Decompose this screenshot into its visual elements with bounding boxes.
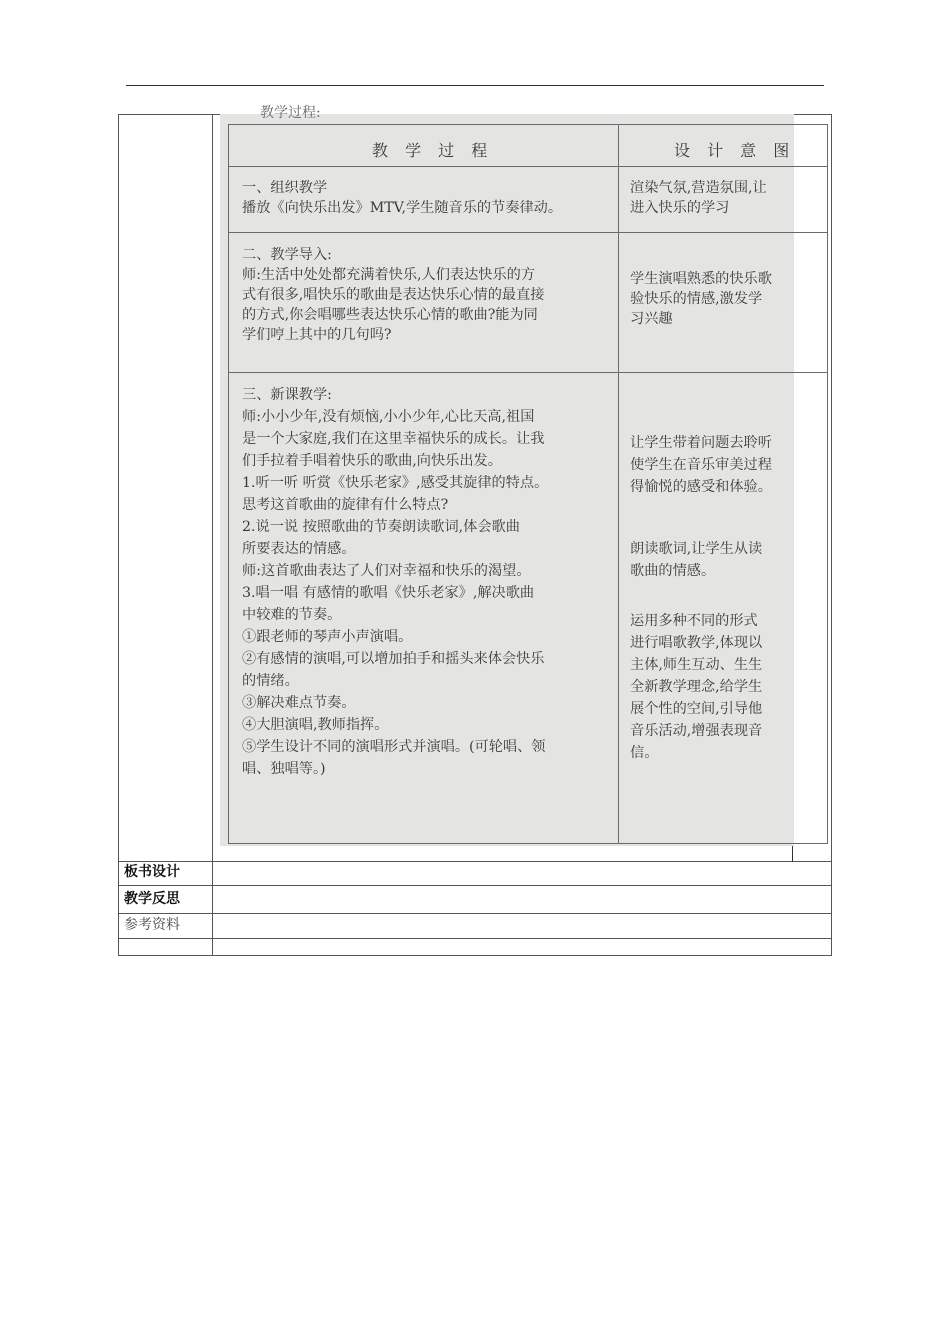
scan-row-divider bbox=[228, 232, 828, 233]
text-line: 2.说一说 按照歌曲的节奏朗读歌词,体会歌曲 bbox=[242, 519, 520, 535]
text-line: 让学生带着问题去聆听 bbox=[630, 435, 772, 451]
text-line: 唱、独唱等。) bbox=[242, 761, 326, 777]
section-2-process bbox=[242, 245, 544, 345]
board-design-label: 板书设计 bbox=[124, 864, 180, 880]
text-line: 进入快乐的学习 bbox=[630, 200, 730, 216]
text-line: 中较难的节奏。 bbox=[242, 607, 342, 623]
scan-edge-line bbox=[792, 846, 793, 862]
header-rule bbox=[126, 85, 824, 86]
text-line: 1.听一听 听赏《快乐老家》,感受其旋律的特点。 bbox=[242, 475, 549, 491]
section-1-process bbox=[242, 178, 562, 218]
text-line: 二、教学导入: bbox=[242, 247, 332, 263]
text-line: 验快乐的情感,激发学 bbox=[630, 291, 763, 307]
text-line: ④大胆演唱,教师指挥。 bbox=[242, 717, 389, 733]
text-line: 师:这首歌曲表达了人们对幸福和快乐的渴望。 bbox=[242, 563, 531, 579]
section-3-intent-2 bbox=[630, 538, 762, 582]
text-line: 主体,师生互动、生生 bbox=[630, 657, 763, 673]
text-line: 得愉悦的感受和体验。 bbox=[630, 479, 772, 495]
text-line: 展个性的空间,引导他 bbox=[630, 701, 763, 717]
text-line: ②有感情的演唱,可以增加拍手和摇头来体会快乐 bbox=[242, 651, 545, 667]
table-row-divider bbox=[118, 885, 832, 886]
text-line: 的方式,你会唱哪些表达快乐心情的歌曲?能为同 bbox=[242, 307, 538, 323]
text-line: 学们哼上其中的几句吗? bbox=[242, 327, 392, 343]
section-3-intent-1 bbox=[630, 432, 772, 498]
table-row-divider bbox=[118, 938, 832, 939]
scanned-teaching-process-image bbox=[220, 105, 796, 846]
text-line: 师:生活中处处都充满着快乐,人们表达快乐的方 bbox=[242, 267, 536, 283]
text-line: 思考这首歌曲的旋律有什么特点? bbox=[242, 497, 449, 513]
text-line: 朗读歌词,让学生从读 bbox=[630, 541, 763, 557]
text-line: ③解决难点节奏。 bbox=[242, 695, 356, 711]
text-line: 3.唱一唱 有感情的歌唱《快乐老家》,解决歌曲 bbox=[242, 585, 535, 601]
text-line: 习兴趣 bbox=[630, 311, 673, 327]
section-3-intent-3 bbox=[630, 610, 762, 764]
text-line: 的情绪。 bbox=[242, 673, 299, 689]
text-line: 歌曲的情感。 bbox=[630, 563, 716, 579]
section-2-intent bbox=[630, 269, 772, 329]
text-line: 运用多种不同的形式 bbox=[630, 613, 758, 629]
text-line: 进行唱歌教学,体现以 bbox=[630, 635, 763, 651]
text-line: 信。 bbox=[630, 745, 659, 761]
table-row-divider bbox=[118, 861, 832, 862]
header-process: 教 学 过 程 bbox=[372, 141, 494, 160]
text-line: 播放《向快乐出发》MTV,学生随音乐的节奏律动。 bbox=[242, 200, 563, 216]
section-3-process bbox=[242, 384, 548, 780]
references-label: 参考资料 bbox=[124, 917, 180, 933]
text-line: 所要表达的情感。 bbox=[242, 541, 356, 557]
text-line: 是一个大家庭,我们在这里幸福快乐的成长。让我 bbox=[242, 431, 545, 447]
scan-row-divider bbox=[228, 372, 828, 373]
text-line: 渲染气氛,营造氛围,让 bbox=[630, 180, 767, 196]
text-line: 式有很多,唱快乐的歌曲是表达快乐心情的最直接 bbox=[242, 287, 545, 303]
table-row-divider bbox=[118, 913, 832, 914]
text-line: 全新教学理念,给学生 bbox=[630, 679, 763, 695]
scan-row-divider bbox=[228, 166, 828, 167]
text-line: 使学生在音乐审美过程 bbox=[630, 457, 772, 473]
header-intent: 设 计 意 图 bbox=[674, 141, 796, 160]
text-line: 学生演唱熟悉的快乐歌 bbox=[630, 271, 772, 287]
section-1-intent bbox=[630, 178, 767, 218]
text-line: 音乐活动,增强表现音 bbox=[630, 723, 763, 739]
scan-top-text: 教学过程: bbox=[260, 105, 321, 121]
text-line: 师:小小少年,没有烦恼,小小少年,心比天高,祖国 bbox=[242, 409, 535, 425]
text-line: 一、组织教学 bbox=[242, 180, 328, 196]
reflection-label: 教学反思 bbox=[124, 891, 180, 907]
text-line: 三、新课教学: bbox=[242, 387, 332, 403]
table-column-divider bbox=[212, 114, 213, 956]
text-line: ①跟老师的琴声小声演唱。 bbox=[242, 629, 413, 645]
text-line: 们手拉着手唱着快乐的歌曲,向快乐出发。 bbox=[242, 453, 502, 469]
text-line: ⑤学生设计不同的演唱形式并演唱。(可轮唱、领 bbox=[242, 739, 546, 755]
